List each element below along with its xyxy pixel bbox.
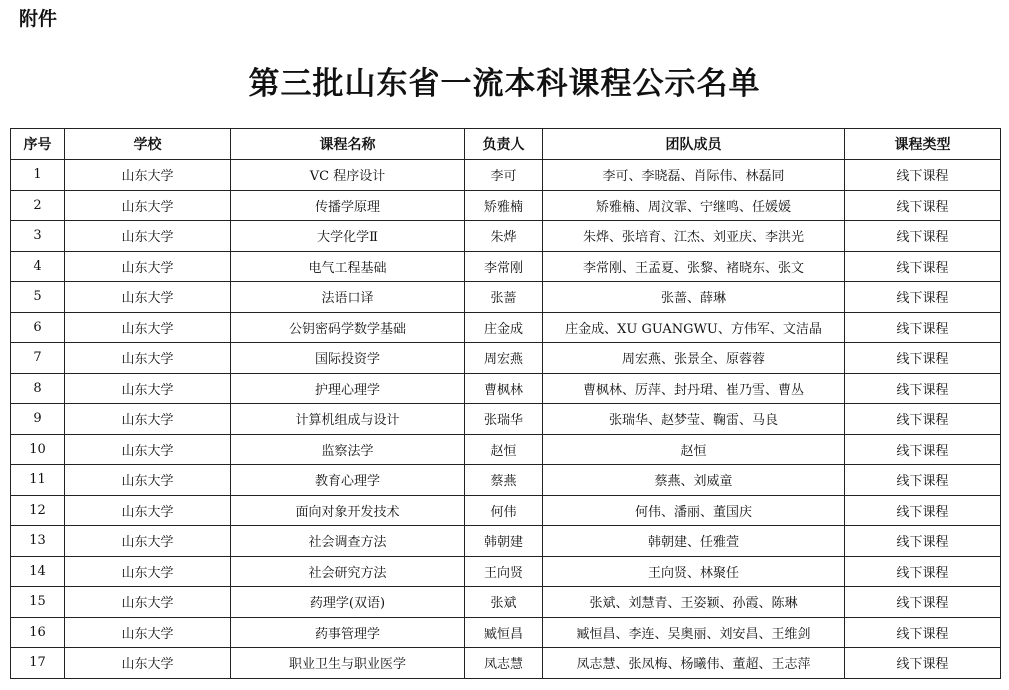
header-team-members: 团队成员 [543,129,845,160]
cell-team-members: 朱烨、张培育、江杰、刘亚庆、李洪光 [543,221,845,252]
cell-course-type: 线下课程 [845,221,1001,252]
cell-course-type: 线下课程 [845,190,1001,221]
cell-course-type: 线下课程 [845,587,1001,618]
cell-school: 山东大学 [65,495,231,526]
cell-index: 2 [11,190,65,221]
cell-school: 山东大学 [65,373,231,404]
cell-course-type: 线下课程 [845,648,1001,679]
cell-course-type: 线下课程 [845,343,1001,374]
cell-leader: 臧恒昌 [465,617,543,648]
cell-index: 7 [11,343,65,374]
cell-leader: 李可 [465,160,543,191]
cell-index: 6 [11,312,65,343]
cell-course-type: 线下课程 [845,282,1001,313]
course-list-table [10,128,1001,679]
cell-index: 8 [11,373,65,404]
table-row [11,312,1001,343]
cell-team-members: 韩朝建、任雅萱 [543,526,845,557]
cell-leader: 曹枫林 [465,373,543,404]
cell-leader: 赵恒 [465,434,543,465]
attachment-label: 附件 [19,8,58,30]
cell-school: 山东大学 [65,587,231,618]
cell-index: 10 [11,434,65,465]
table-row [11,190,1001,221]
table-row [11,282,1001,313]
cell-school: 山东大学 [65,648,231,679]
cell-course-type: 线下课程 [845,251,1001,282]
cell-index: 13 [11,526,65,557]
header-leader: 负责人 [465,129,543,160]
cell-course-type: 线下课程 [845,465,1001,496]
cell-index: 3 [11,221,65,252]
cell-course-name: 药事管理学 [231,617,465,648]
cell-school: 山东大学 [65,556,231,587]
table-row [11,251,1001,282]
cell-school: 山东大学 [65,312,231,343]
cell-course-name: 社会调查方法 [231,526,465,557]
cell-course-type: 线下课程 [845,373,1001,404]
cell-course-name: 教育心理学 [231,465,465,496]
cell-team-members: 赵恒 [543,434,845,465]
table-body [11,160,1001,679]
cell-school: 山东大学 [65,526,231,557]
cell-team-members: 周宏燕、张景全、原蓉蓉 [543,343,845,374]
cell-course-name: 传播学原理 [231,190,465,221]
cell-course-name: 职业卫生与职业医学 [231,648,465,679]
cell-leader: 周宏燕 [465,343,543,374]
cell-team-members: 庄金成、XU GUANGWU、方伟军、文洁晶 [543,312,845,343]
cell-course-type: 线下课程 [845,404,1001,435]
cell-course-name: 监察法学 [231,434,465,465]
cell-course-name: VC 程序设计 [231,160,465,191]
cell-index: 12 [11,495,65,526]
cell-school: 山东大学 [65,160,231,191]
cell-team-members: 张斌、刘慧青、王姿颖、孙霞、陈琳 [543,587,845,618]
cell-team-members: 曹枫林、厉萍、封丹珺、崔乃雪、曹丛 [543,373,845,404]
cell-team-members: 王向贤、林聚任 [543,556,845,587]
cell-team-members: 凤志慧、张凤梅、杨曦伟、董超、王志萍 [543,648,845,679]
table-header-row [11,129,1001,160]
page-title: 第三批山东省一流本科课程公示名单 [248,66,761,102]
header-course-name: 课程名称 [231,129,465,160]
cell-course-name: 法语口译 [231,282,465,313]
cell-school: 山东大学 [65,465,231,496]
cell-course-name: 电气工程基础 [231,251,465,282]
cell-team-members: 张蔷、薛琳 [543,282,845,313]
table-row [11,526,1001,557]
cell-course-type: 线下课程 [845,617,1001,648]
cell-leader: 朱烨 [465,221,543,252]
cell-course-name: 国际投资学 [231,343,465,374]
cell-team-members: 矫雅楠、周汶霏、宁继鸣、任媛媛 [543,190,845,221]
table-row [11,587,1001,618]
cell-index: 5 [11,282,65,313]
cell-leader: 何伟 [465,495,543,526]
cell-school: 山东大学 [65,282,231,313]
cell-course-type: 线下课程 [845,556,1001,587]
cell-course-type: 线下课程 [845,495,1001,526]
cell-index: 1 [11,160,65,191]
cell-school: 山东大学 [65,434,231,465]
cell-course-name: 公钥密码学数学基础 [231,312,465,343]
cell-course-name: 药理学(双语) [231,587,465,618]
cell-leader: 张斌 [465,587,543,618]
cell-index: 11 [11,465,65,496]
cell-course-type: 线下课程 [845,160,1001,191]
cell-school: 山东大学 [65,221,231,252]
table-row [11,556,1001,587]
table-row [11,434,1001,465]
cell-team-members: 臧恒昌、李连、吴奥丽、刘安昌、王维剑 [543,617,845,648]
table-row [11,373,1001,404]
cell-index: 15 [11,587,65,618]
cell-course-name: 大学化学Ⅱ [231,221,465,252]
header-course-type: 课程类型 [845,129,1001,160]
cell-leader: 张瑞华 [465,404,543,435]
cell-course-type: 线下课程 [845,526,1001,557]
cell-leader: 韩朝建 [465,526,543,557]
cell-team-members: 何伟、潘丽、董国庆 [543,495,845,526]
cell-team-members: 李常刚、王孟夏、张黎、褚晓东、张文 [543,251,845,282]
table-row [11,404,1001,435]
cell-leader: 凤志慧 [465,648,543,679]
cell-course-type: 线下课程 [845,312,1001,343]
cell-leader: 蔡燕 [465,465,543,496]
cell-index: 16 [11,617,65,648]
cell-course-name: 社会研究方法 [231,556,465,587]
cell-team-members: 张瑞华、赵梦莹、鞠雷、马良 [543,404,845,435]
table-row [11,648,1001,679]
table-row [11,221,1001,252]
header-school: 学校 [65,129,231,160]
table-row [11,465,1001,496]
table-row [11,495,1001,526]
cell-index: 4 [11,251,65,282]
cell-leader: 李常刚 [465,251,543,282]
table-row [11,617,1001,648]
cell-leader: 张蔷 [465,282,543,313]
cell-course-name: 面向对象开发技术 [231,495,465,526]
cell-school: 山东大学 [65,343,231,374]
cell-leader: 矫雅楠 [465,190,543,221]
cell-index: 14 [11,556,65,587]
cell-school: 山东大学 [65,251,231,282]
cell-course-name: 护理心理学 [231,373,465,404]
cell-team-members: 蔡燕、刘威童 [543,465,845,496]
cell-course-type: 线下课程 [845,434,1001,465]
table-row [11,160,1001,191]
cell-index: 17 [11,648,65,679]
cell-course-name: 计算机组成与设计 [231,404,465,435]
header-index: 序号 [11,129,65,160]
cell-school: 山东大学 [65,617,231,648]
cell-index: 9 [11,404,65,435]
cell-school: 山东大学 [65,190,231,221]
cell-leader: 王向贤 [465,556,543,587]
table-row [11,343,1001,374]
cell-school: 山东大学 [65,404,231,435]
cell-team-members: 李可、李晓磊、肖际伟、林磊同 [543,160,845,191]
cell-leader: 庄金成 [465,312,543,343]
